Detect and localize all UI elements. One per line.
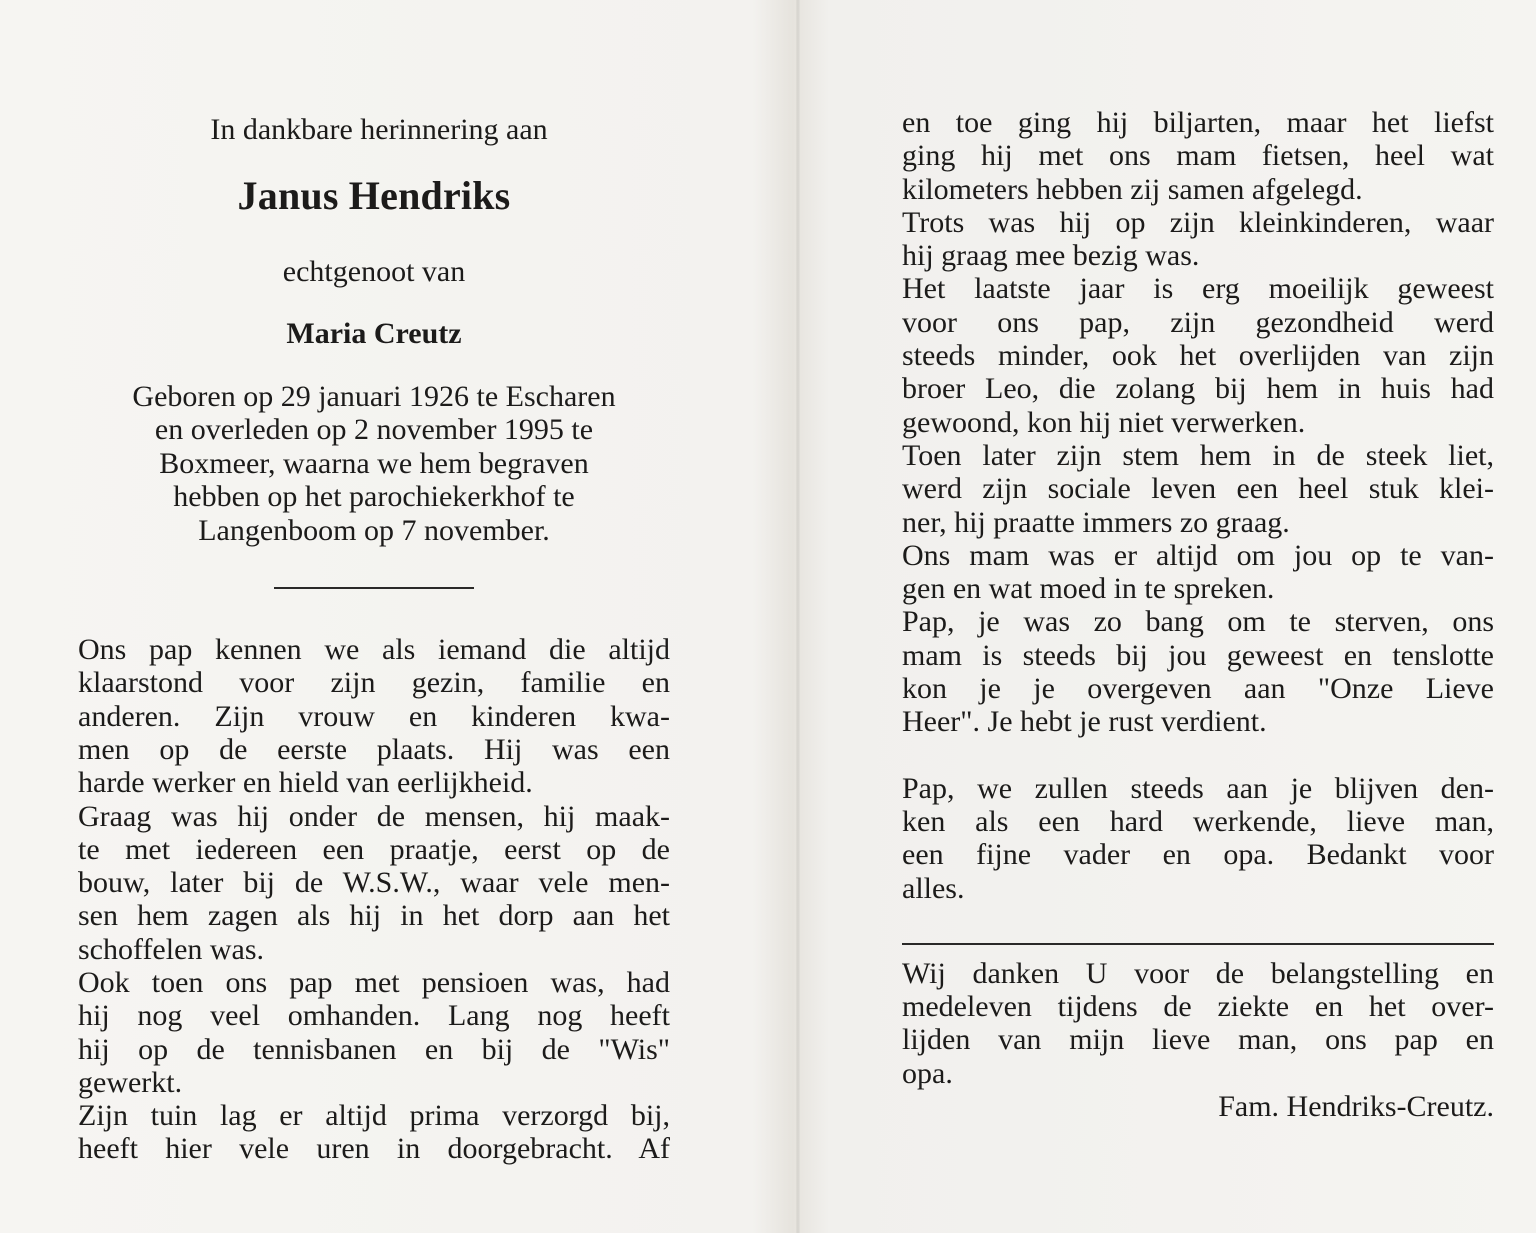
paragraph — [902, 605, 1494, 738]
birth-line: Langenboom op 7 november. — [198, 513, 550, 547]
text-line: een fijne vader en opa. Bedankt voor — [902, 838, 1494, 872]
paragraph — [78, 800, 670, 966]
paragraph — [902, 206, 1494, 273]
text-line: voor ons pap, zijn gezondheid werd — [902, 305, 1494, 339]
text-line: schoffelen was. — [78, 932, 265, 966]
spacer — [902, 739, 1494, 772]
text-line: Trots was hij op zijn kleinkinderen, waar — [902, 205, 1494, 239]
text-line: ken als een hard werkende, lieve man, — [902, 804, 1494, 838]
paragraph — [902, 272, 1494, 438]
text-line: mam is steeds bij jou geweest en tenslotte — [902, 638, 1494, 672]
paragraph — [78, 1099, 670, 1166]
text-line: Pap, je was zo bang om te sterven, ons — [902, 605, 1494, 639]
text-line: te met iedereen een praatje, eerst op de — [78, 832, 670, 866]
text-line: anderen. Zijn vrouw en kinderen kwa- — [78, 699, 670, 733]
text-line: Graag was hij onder de mensen, hij maak- — [78, 799, 670, 833]
divider — [274, 587, 474, 589]
spouse-label: echtgenoot van — [282, 255, 466, 288]
birth-line: Boxmeer, waarna we hem begraven — [159, 446, 589, 480]
paragraph — [902, 106, 1494, 206]
text-line: bouw, later bij de W.S.W., waar vele men- — [78, 866, 670, 900]
text-line: en toe ging hij biljarten, maar het liefst — [902, 106, 1494, 139]
text-line: opa. — [902, 1056, 953, 1090]
thanks-paragraph — [902, 957, 1494, 1090]
text-line: alles. — [902, 871, 965, 905]
deceased-name: Janus Hendriks — [237, 173, 511, 218]
birth-line: en overleden op 2 november 1995 te — [154, 413, 594, 447]
text-line: Het laatste jaar is erg moeilijk geweest — [902, 272, 1494, 306]
text-line: werd zijn sociale leven een heel stuk klei- — [902, 472, 1494, 506]
birth-death-details — [78, 380, 670, 547]
text-line: klaarstond voor zijn gezin, familie en — [78, 666, 670, 700]
text-line: ner, hij praatte immers zo graag. — [902, 505, 1290, 539]
text-line: broer Leo, die zolang bij hem in huis had — [902, 372, 1494, 406]
card-fold — [796, 0, 800, 1233]
birth-line: hebben op het parochiekerkhof te — [173, 480, 575, 514]
text-line: Toen later zijn stem hem in de steek liet, — [902, 438, 1494, 472]
text-line: men op de eerste plaats. Hij was een — [78, 732, 670, 766]
text-line: hij graag mee bezig was. — [902, 239, 1200, 273]
right-page — [902, 106, 1494, 1123]
text-line: Ook toen ons pap met pensioen was, had — [78, 966, 670, 999]
text-line: steeds minder, ook het overlijden van zijn — [902, 339, 1494, 373]
text-line: gewerkt. — [78, 1065, 183, 1099]
intro-line: In dankbare herinnering aan — [210, 113, 548, 146]
text-line: Ons pap kennen we als iemand die altijd — [78, 633, 670, 667]
birth-line: Geboren op 29 januari 1926 te Escharen — [132, 380, 616, 413]
text-line: Heer". Je hebt je rust verdient. — [902, 705, 1267, 739]
text-line: gewoond, kon hij niet verwerken. — [902, 405, 1306, 439]
biography-right — [902, 106, 1494, 739]
paragraph — [78, 633, 670, 799]
text-line: sen hem zagen als hij in het dorp aan het — [78, 899, 670, 933]
text-line: gen en wat moed in te spreken. — [902, 572, 1275, 606]
text-line: medeleven tijdens de ziekte en het over- — [902, 990, 1494, 1024]
text-line: hij op de tennisbanen en bij de "Wis" — [78, 1032, 670, 1066]
text-line: Ons mam was er altijd om jou op te van- — [902, 538, 1494, 572]
family-signature: Fam. Hendriks-Creutz. — [1218, 1090, 1494, 1124]
paragraph — [78, 966, 670, 1099]
spouse-name: Maria Creutz — [286, 317, 462, 350]
text-line: kilometers hebben zij samen afgelegd. — [902, 172, 1363, 206]
text-line: Pap, we zullen steeds aan je blijven den- — [902, 771, 1494, 805]
text-line: ging hij met ons mam fietsen, heel wat — [902, 139, 1494, 173]
text-line: hij nog veel omhanden. Lang nog heeft — [78, 999, 670, 1033]
text-line: harde werker en hield van eerlijkheid. — [78, 766, 533, 800]
paragraph — [902, 439, 1494, 539]
text-line: kon je je overgeven aan "Onze Lieve — [902, 672, 1494, 706]
divider — [902, 943, 1494, 945]
text-line: Zijn tuin lag er altijd prima verzorgd bij, — [78, 1099, 670, 1133]
closing-paragraph — [902, 772, 1494, 905]
biography-left — [78, 633, 670, 1166]
text-line: heeft hier vele uren in doorgebracht. Af — [78, 1132, 670, 1166]
left-page — [78, 106, 670, 1166]
text-line: lijden van mijn lieve man, ons pap en — [902, 1023, 1494, 1057]
text-line: Wij danken U voor de belangstelling en — [902, 956, 1494, 990]
paragraph — [902, 539, 1494, 606]
